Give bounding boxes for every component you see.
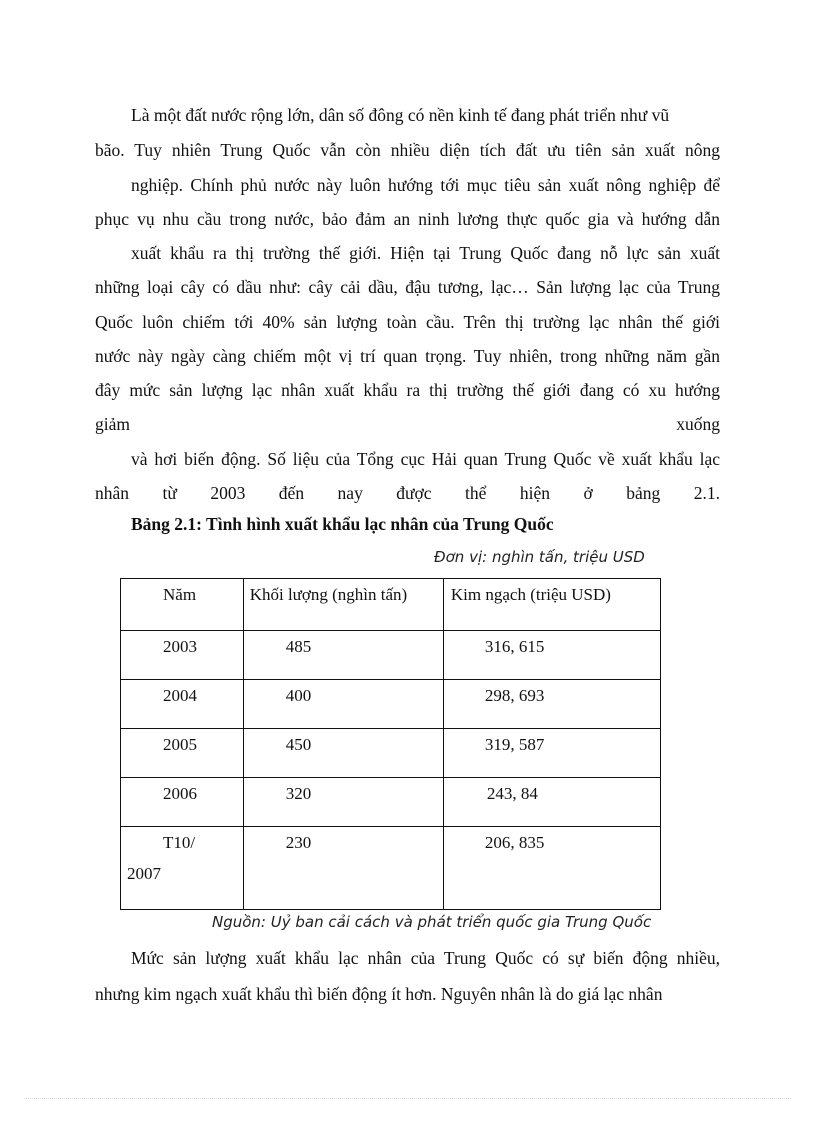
paragraph-line: nhân từ 2003 đến nay được thể hiện ở bảng 2.1. [95,483,720,503]
paragraph-line: Là một đất nước rộng lớn, dân số đông có nền kinh tế đang phát triển như vũ [131,105,670,125]
export-table [120,578,661,910]
header-cell: Khối lượng (nghìn tấn) [243,579,443,631]
paragraph-line: xuất khẩu ra thị trường thế giới. Hiện tại Trung Quốc đang nỗ lực sản xuất [131,243,720,263]
table-cell-year: T10/ 2007 [121,827,244,910]
paragraph-line: và hơi biến động. Số liệu của Tổng cục Hải quan Trung Quốc về xuất khẩu lạc [131,449,720,469]
table-row [121,729,661,778]
table-cell-value: 316, 615 [443,631,660,680]
table-row [121,631,661,680]
table-cell-year: 2006 [121,778,244,827]
paragraph-line: nghiệp. Chính phủ nước này luôn hướng tới mục tiêu sản xuất nông nghiệp để [131,175,720,195]
table-cell-year: 2003 [121,631,244,680]
table-cell-value: 298, 693 [443,680,660,729]
header-cell: Năm [121,579,244,631]
paragraph-line: Quốc luôn chiếm tới 40% sản lượng toàn cầu. Trên thị trường lạc nhân thế giới [95,312,720,332]
paragraph-line: nước này ngày càng chiếm một vị trí quan trọng. Tuy nhiên, trong những năm gần [95,346,720,366]
table-cell-value: 206, 835 [443,827,660,910]
table-cell-volume: 450 [243,729,443,778]
table-cell-volume: 400 [243,680,443,729]
table-cell-year: 2004 [121,680,244,729]
paragraph-line: phục vụ nhu cầu trong nước, bảo đảm an ninh lương thực quốc gia và hướng dẫn [95,209,720,229]
paragraph-line: Mức sản lượng xuất khẩu lạc nhân của Trung Quốc có sự biến động nhiều, [131,948,720,968]
table-caption: Bảng 2.1: Tình hình xuất khẩu lạc nhân của Trung Quốc [131,514,554,534]
table-row [121,827,661,910]
table-header-row [121,579,661,631]
paragraph-line: những loại cây có dầu như: cây cải dầu, đậu tương, lạc… Sản lượng lạc của Trung [95,277,720,297]
table-row [121,680,661,729]
paragraph-line: đây mức sản lượng lạc nhân xuất khẩu ra thị trường thế giới đang có xu hướng [95,380,720,400]
table-cell-value: 243, 84 [443,778,660,827]
table-cell-year: 2005 [121,729,244,778]
table-cell-value: 319, 587 [443,729,660,778]
paragraph-line: nhưng kim ngạch xuất khẩu thì biến động ít hơn. Nguyên nhân là do giá lạc nhân [95,984,663,1004]
paragraph-line: bão. Tuy nhiên Trung Quốc vẫn còn nhiều diện tích đất ưu tiên sản xuất nông [95,140,720,160]
paragraph-line: giảm xuống [95,414,720,434]
table-cell-year-line2: 2007 [127,864,161,883]
table-cell-volume: 230 [243,827,443,910]
header-cell: Kim ngạch (triệu USD) [443,579,660,631]
table-unit: Đơn vị: nghìn tấn, triệu USD [434,548,645,566]
table-row [121,778,661,827]
table-cell-volume: 320 [243,778,443,827]
table-source: Nguồn: Uỷ ban cải cách và phát triển quốc gia Trung Quốc [212,913,652,931]
table-cell-volume: 485 [243,631,443,680]
page-bottom-divider [25,1098,791,1099]
